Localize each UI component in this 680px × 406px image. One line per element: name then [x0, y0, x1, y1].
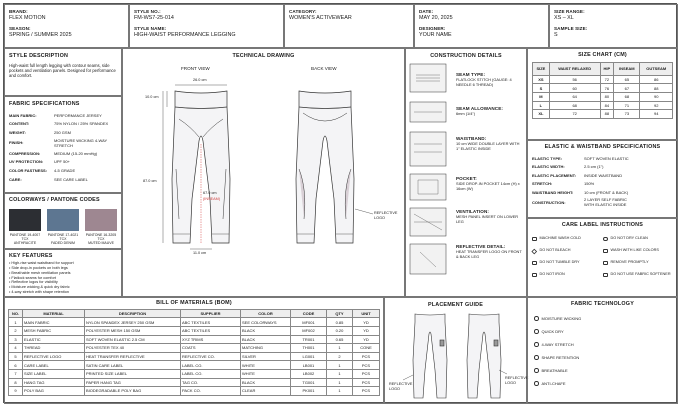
legging-drawing [123, 49, 406, 298]
brand-label: BRAND: [9, 9, 28, 14]
bom-row: 3 ELASTIC SOFT WOVEN ELASTIC 2.5 CM XYZ TRIMS BLACK TR001 0.65 YD [9, 335, 380, 344]
size-chart-row: XL 72 88 73 94 [533, 110, 673, 119]
fabric-spec-row: WEIGHT: 250 GSM [9, 129, 71, 135]
fabric-tech-item: SHAPE RETENTION [534, 351, 671, 364]
key-feature-item: • Side drop-in pockets on both legs [9, 265, 68, 270]
category-label: CATEGORY: [289, 9, 317, 14]
care-instruction: DO NOT BLEACH [532, 245, 603, 257]
fabric-tech-item: MOISTURE WICKING [534, 312, 671, 325]
no-iron-icon [532, 273, 537, 278]
size-chart-table [532, 62, 673, 119]
style-name-value: HIGH-WAIST PERFORMANCE LEGGING [134, 32, 236, 39]
shape-retention-icon [534, 355, 539, 360]
reflective-logo-leader [355, 209, 373, 214]
elastic-panel [527, 140, 678, 218]
style-name-label: STYLE NAME: [134, 26, 167, 32]
fabric-spec-row: CONTENT: 75% NYLON / 25% SPANDEX [9, 121, 109, 127]
placement-title: PLACEMENT GUIDE [427, 302, 484, 308]
elastic-row: ELASTIC PLACEMENT: INSIDE WAISTBAND [532, 172, 623, 178]
pocket-thumbnail [410, 174, 446, 200]
bom-row: 1 MAIN FABRIC NYLON SPANDEX JERSEY 250 GSM ABC TEXTILES SEE COLORWAYS MF001 0.85 YD [9, 318, 380, 327]
construction-title: CONSTRUCTION DETAILS [430, 53, 502, 59]
placement-left-callout: REFLECTIVE LOGO [389, 382, 413, 391]
size-chart-title: SIZE CHART (CM) [578, 52, 627, 58]
construction-item: REFLECTIVE DETAIL: HEAT TRANSFER LOGO ON FRONT & BACK LEG [456, 244, 522, 259]
size-chart-panel [527, 48, 678, 140]
construction-item: SEAM TYPE: FLATLOCK STITCH (GAUGE: 4 NEEDLE 6 THREAD) [456, 72, 512, 87]
length-dimension: 87.0 cm [143, 179, 157, 183]
inseam-note: (INSEAM) [203, 197, 221, 201]
rise-dimension: 10.0 cm [145, 95, 159, 99]
reflective-logo-marker [494, 340, 498, 346]
colorway-label: PANTONE 19-4007 TCX ANTHRACITE [9, 233, 41, 246]
construction-item: POCKET: SIDE DROP-IN POCKET 14cm (H) x 16cm (W) [456, 176, 520, 191]
size-range-value: XS – XL [554, 14, 574, 21]
fabric-tech-item: BREATHABLE [534, 364, 671, 377]
care-instruction: REMOVE PROMPTLY [603, 257, 673, 269]
size-range-label: SIZE RANGE: [554, 9, 585, 14]
bom-panel [4, 297, 384, 404]
fabric-spec-row: COMPRESSION: MEDIUM (15-20 mmHg) [9, 150, 98, 156]
elastic-row: CONSTRUCTION: 2 LAYER SELF FABRIC WITH ELASTIC INSIDE [532, 197, 627, 208]
fabric-spec-row: FINISH: MOISTURE WICKING 4-WAY STRETCH [9, 137, 108, 148]
key-feature-item: • Breathable mesh ventilation panels [9, 270, 71, 275]
care-instruction: MACHINE WASH COLD [532, 233, 603, 245]
category-value: WOMEN'S ACTIVEWEAR [289, 14, 352, 21]
brand-value: FLEX MOTION [9, 14, 46, 21]
key-feature-item: • High-rise waist waistband for support [9, 260, 74, 265]
placement-panel [384, 297, 527, 404]
key-features-panel [4, 249, 122, 297]
moisture-wicking-icon [534, 316, 539, 321]
hem-dimension: 11.0 cm [193, 251, 207, 255]
fabric-spec-row: CARE: SEE CARE LABEL [9, 176, 88, 182]
key-feature-item: • Reflective logos for visibility [9, 280, 58, 285]
key-feature-item: • Flatlock seams for comfort [9, 275, 56, 280]
no-dry-clean-icon [603, 237, 608, 242]
reflective-logo-callout: REFLECTIVE LOGO [374, 211, 398, 220]
fabric-spec-row: UV PROTECTION: UPF 50+ [9, 159, 70, 165]
no-tumble-dry-icon [532, 261, 537, 266]
designer-value: YOUR NAME [419, 32, 452, 39]
colorway-label: PANTONE 16-3205 TCX MUTED MAUVE [85, 233, 117, 246]
colorways-title: COLORWAYS / PANTONE CODES [9, 197, 100, 203]
back-view-legging [296, 91, 354, 243]
sample-size-label: SAMPLE SIZE: [554, 26, 588, 32]
style-description-title: STYLE DESCRIPTION [9, 53, 69, 59]
elastic-row: WAISTBAND HEIGHT: 10 cm (FRONT & BACK) [532, 189, 629, 195]
size-chart-row: M 64 80 68 90 [533, 92, 673, 101]
fabric-specs-panel [4, 96, 122, 193]
care-instruction: DO NOT IRON [532, 269, 603, 281]
bom-table [8, 309, 380, 396]
bom-row: 2 MESH FABRIC POLYESTER MESH 150 GSM ABC TEXTILES BLACK MF002 0.20 YD [9, 326, 380, 335]
key-feature-item: • 4-way stretch with shape retention [9, 290, 69, 295]
date-value: MAY 20, 2025 [419, 14, 453, 21]
wash-icon [532, 237, 537, 242]
elastic-title: ELASTIC & WAISTBAND SPECIFICATIONS [544, 144, 661, 150]
stretch-icon [534, 342, 539, 347]
bom-row: 8 HANG TAG PAPER HANG TAG TAG CO. BLACK TG001 1 PCS [9, 378, 380, 387]
size-chart-header-row: SIZE WAIST RELAXED HIP INSEAM OUTSEAM [533, 62, 673, 75]
tech-pack-sheet [3, 3, 677, 403]
waistband-thumbnail [410, 132, 446, 166]
header-brand-cell [4, 4, 129, 48]
reflective-detail-thumbnail [410, 244, 446, 274]
fabric-specs-title: FABRIC SPECIFICATIONS [9, 101, 80, 107]
key-feature-item: • Moisture wicking & quick dry fabric [9, 285, 70, 290]
colorway-swatch-faded-denim [47, 209, 79, 231]
like-colors-icon [603, 249, 608, 254]
season-value: SPRING / SUMMER 2025 [9, 32, 72, 39]
size-chart-row: XS 56 72 65 86 [533, 75, 673, 84]
style-description-panel [4, 48, 122, 96]
care-instruction: WASH WITH LIKE COLORS [603, 245, 673, 257]
care-instruction: DO NOT DRY CLEAN [603, 233, 673, 245]
inseam-dimension: 67.0 cm [203, 191, 217, 195]
style-no-value: FM-WS7-25-014 [134, 14, 174, 21]
size-chart-row: S 60 76 67 88 [533, 84, 673, 93]
header-date-cell [414, 4, 549, 48]
elastic-row: ELASTIC TYPE: SOFT WOVEN ELASTIC [532, 155, 629, 161]
fabric-spec-row: COLOR FASTNESS: 4-5 GRADE [9, 168, 76, 174]
header-category-cell [284, 4, 414, 48]
key-features-title: KEY FEATURES [9, 253, 53, 259]
colorway-swatch-muted-mauve [85, 209, 117, 231]
size-chart-row: L 68 84 71 92 [533, 101, 673, 110]
bom-header-row: NO. MATERIAL DESCRIPTION SUPPLIER COLOR CODE QTY UNIT [9, 309, 380, 318]
fabric-tech-item: ANTI-CHAFE [534, 377, 671, 390]
back-view-label: BACK VIEW [311, 66, 337, 71]
elastic-row: ELASTIC WIDTH: 2.5 cm (1") [532, 164, 604, 169]
front-view-label: FRONT VIEW [181, 66, 210, 71]
fabric-tech-panel [527, 297, 678, 404]
fabric-tech-item: 4-WAY STRETCH [534, 338, 671, 351]
date-label: DATE: [419, 9, 434, 14]
bom-row: 7 SIZE LABEL PRINTED SIZE LABEL LABEL CO. WHITE LB002 1 PCS [9, 369, 380, 378]
bom-row: 9 POLY BAG BIODEGRADABLE POLY BAG PACK CO. CLEAR PK001 1 PCS [9, 387, 380, 396]
technical-drawing-panel [122, 48, 405, 297]
style-description-text: High-waist full length legging with contour seams, side pockets and ventilation panels. Designed for performance and comfort. [9, 62, 116, 79]
bom-row: 5 REFLECTIVE LOGO HEAT TRANSFER REFLECTIVE REFLECTIVE CO. SILVER LG001 2 PCS [9, 352, 380, 361]
remove-promptly-icon [603, 261, 608, 266]
header-style-cell [129, 4, 284, 48]
sample-size-value: S [554, 32, 558, 39]
care-instruction: DO NOT TUMBLE DRY [532, 257, 603, 269]
season-label: SEASON: [9, 26, 31, 32]
placement-right-callout: REFLECTIVE LOGO [505, 376, 529, 385]
construction-item: SEAM ALLOWANCE: 6mm (1/4") [456, 106, 504, 116]
technical-drawing-title: TECHNICAL DRAWING [232, 53, 295, 59]
waist-dimension: 26.0 cm [193, 78, 207, 82]
construction-icons [408, 62, 448, 302]
header-size-cell [549, 4, 678, 48]
quick-dry-icon [534, 329, 539, 334]
colorway-label: PANTONE 17-4021 TCX FADED DENIM [47, 233, 79, 246]
fabric-spec-row: MAIN FABRIC: PERFORMANCE JERSEY [9, 112, 102, 118]
colorway-swatch-anthracite [9, 209, 41, 231]
fabric-tech-item: QUICK DRY [534, 325, 671, 338]
bom-row: 6 CARE LABEL SATIN CARE LABEL LABEL CO. WHITE LB001 1 PCS [9, 361, 380, 370]
construction-item: WAISTBAND: 10 cm WIDE DOUBLE LAYER WITH 1" ELASTIC INSIDE [456, 136, 520, 151]
breathable-icon [534, 368, 539, 373]
anti-chafe-icon [534, 381, 539, 386]
construction-item: VENTILATION: MESH PANEL INSERT ON LOWER LEG [456, 209, 519, 224]
no-softener-icon [603, 273, 608, 278]
bom-row: 4 THREAD POLYESTER TEX 40 COATS MATCHING TH001 1 CONE [9, 344, 380, 353]
fabric-tech-title: FABRIC TECHNOLOGY [571, 301, 634, 307]
designer-label: DESIGNER: [419, 26, 446, 32]
reflective-logo-marker [440, 340, 444, 346]
care-panel [527, 218, 678, 297]
care-title: CARE LABEL INSTRUCTIONS [561, 222, 644, 228]
bom-title: BILL OF MATERIALS (BOM) [156, 300, 232, 306]
care-instruction: DO NOT USE FABRIC SOFTENER [603, 269, 673, 281]
no-bleach-icon [532, 248, 537, 253]
elastic-row: STRETCH: 150% [532, 181, 595, 186]
style-no-label: STYLE NO.: [134, 9, 161, 14]
